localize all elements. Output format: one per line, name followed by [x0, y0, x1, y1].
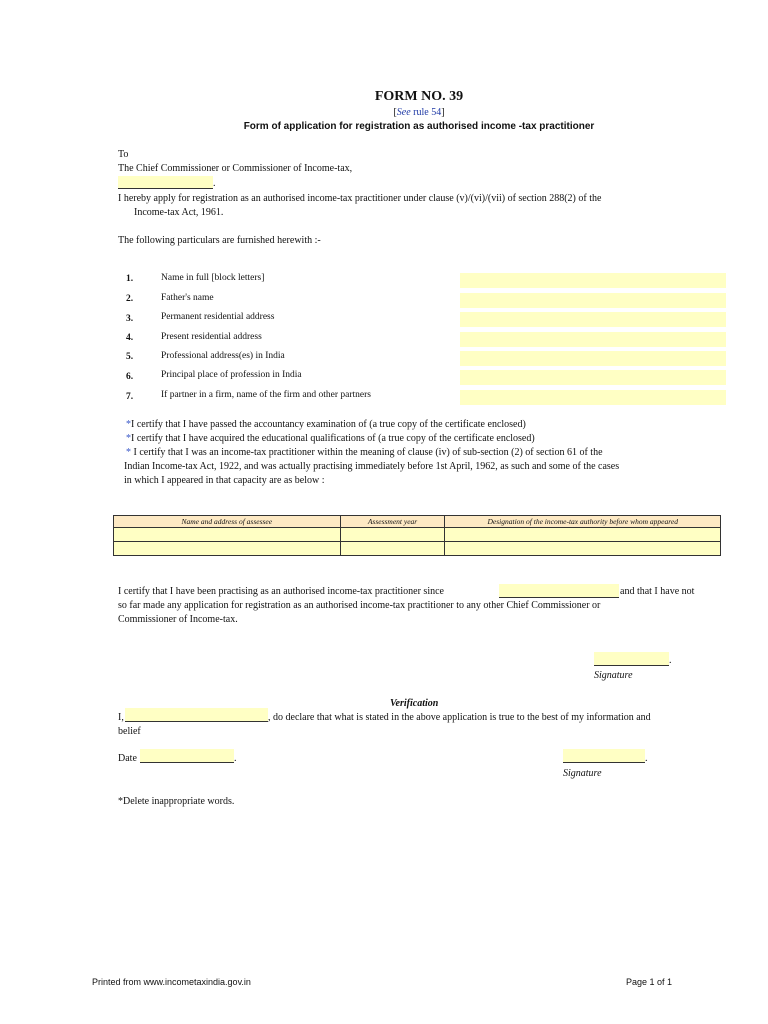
certification-text: I certify that I was an income-tax practitioner within the meaning of clause (iv) of sub-section (2) of section 61 of the	[133, 447, 603, 458]
rule-bracket-close: ]	[441, 107, 445, 118]
partner-firm-field[interactable]	[460, 390, 726, 405]
table-cell-authority[interactable]	[445, 528, 721, 542]
bullet: *	[126, 447, 131, 458]
professional-address-field[interactable]	[460, 351, 726, 366]
item-label-permanent-address: Permanent residential address	[161, 312, 275, 322]
verification-signature-label: Signature	[563, 768, 602, 779]
certification-practitioner-line-2: Indian Income-tax Act, 1922, and was actually practising immediately before 1st April, 1962, as such and some of the cases	[124, 461, 620, 472]
certification-practitioner-line-3: in which I appeared in that capacity are as below :	[124, 475, 325, 486]
column-header-authority: Designation of the income-tax authority before whom appeared	[445, 516, 721, 528]
table-cell-assessment-year[interactable]	[340, 528, 445, 542]
certification-text: I certify that I have acquired the educational qualifications of (a true copy of the certificate enclosed)	[131, 433, 535, 444]
application-line-2: Income-tax Act, 1961.	[134, 207, 224, 218]
item-number: 6.	[126, 372, 134, 382]
rule-see-link[interactable]: See	[396, 107, 411, 118]
signature-field[interactable]	[594, 652, 669, 666]
item-number: 4.	[126, 333, 134, 343]
certification-practitioner	[126, 446, 718, 460]
particulars-intro: The following particulars are furnished herewith :-	[118, 235, 321, 246]
item-label-principal-place: Principal place of profession in India	[161, 370, 302, 380]
date-field[interactable]	[140, 749, 234, 763]
present-address-field[interactable]	[460, 332, 726, 347]
certification-text: I certify that I have passed the accountancy examination of (a true copy of the certificate enclosed)	[131, 419, 526, 430]
addressee-city-field[interactable]	[118, 176, 213, 189]
delete-note: *Delete inappropriate words.	[118, 796, 235, 807]
application-line-1: I hereby apply for registration as an authorised income-tax practitioner under clause (v)/(vi)/(vii) of section 288(2) of the	[118, 193, 602, 204]
verification-heading: Verification	[390, 698, 439, 709]
practice-cert-part-1: I certify that I have been practising as an authorised income-tax practitioner since	[118, 586, 444, 597]
form-title: FORM NO. 39	[374, 89, 464, 104]
date-label: Date	[118, 753, 137, 764]
rule-number-link[interactable]: rule 54	[413, 107, 442, 118]
table-header-row	[114, 516, 721, 528]
addressee-end-mark: .	[213, 178, 216, 189]
item-number: 1.	[126, 274, 134, 284]
table-cell-authority[interactable]	[445, 542, 721, 556]
item-label-partner: If partner in a firm, name of the firm and other partners	[161, 390, 371, 400]
rule-reference	[0, 107, 768, 118]
column-header-assessee: Name and address of assessee	[114, 516, 341, 528]
bullet: *	[126, 433, 131, 444]
father-name-field[interactable]	[460, 293, 726, 308]
certification-education	[126, 432, 535, 446]
column-header-assessment-year: Assessment year	[340, 516, 445, 528]
verification-text-2: belief	[118, 726, 141, 737]
item-label-father: Father's name	[161, 293, 214, 303]
item-number: 3.	[126, 314, 134, 324]
item-number: 2.	[126, 294, 134, 304]
verification-prefix: I,	[118, 712, 124, 723]
footer-source: Printed from www.incometaxindia.gov.in	[92, 977, 251, 987]
footer-page-number: Page 1 of 1	[626, 977, 673, 987]
signature-end-mark: .	[669, 655, 672, 666]
table-cell-assessee[interactable]	[114, 542, 341, 556]
table-row	[114, 528, 721, 542]
practising-since-field[interactable]	[499, 584, 619, 598]
signature-label: Signature	[594, 670, 633, 681]
rule-bracket-open: [	[393, 107, 397, 118]
declarant-name-field[interactable]	[125, 708, 268, 722]
practice-cert-line-2: so far made any application for registration as an authorised income-tax practitioner to any other Chief Commissioner or	[118, 600, 601, 611]
addressee-line: The Chief Commissioner or Commissioner of Income-tax,	[118, 163, 353, 174]
principal-place-field[interactable]	[460, 370, 726, 385]
practice-cert-line-3: Commissioner of Income-tax.	[118, 614, 238, 625]
bullet: *	[126, 419, 131, 430]
item-number: 7.	[126, 392, 134, 402]
form-subtitle: Form of application for registration as authorised income -tax practitioner	[243, 121, 595, 132]
practice-cert-part-2: and that I have not	[620, 586, 695, 597]
to-label: To	[118, 149, 129, 160]
permanent-address-field[interactable]	[460, 312, 726, 327]
verification-text: , do declare that what is stated in the above application is true to the best of my information and	[268, 712, 651, 723]
verification-signature-field[interactable]	[563, 749, 645, 763]
table-row	[114, 542, 721, 556]
table-cell-assessee[interactable]	[114, 528, 341, 542]
item-number: 5.	[126, 352, 134, 362]
table-cell-assessment-year[interactable]	[340, 542, 445, 556]
verification-signature-end-mark: .	[645, 753, 648, 764]
certification-accountancy	[126, 418, 526, 432]
name-field[interactable]	[460, 273, 726, 288]
item-label-present-address: Present residential address	[161, 332, 262, 342]
cases-table	[113, 515, 721, 556]
item-label-professional-address: Professional address(es) in India	[161, 351, 285, 361]
item-label-name: Name in full [block letters]	[161, 273, 265, 283]
date-end-mark: .	[234, 753, 237, 764]
